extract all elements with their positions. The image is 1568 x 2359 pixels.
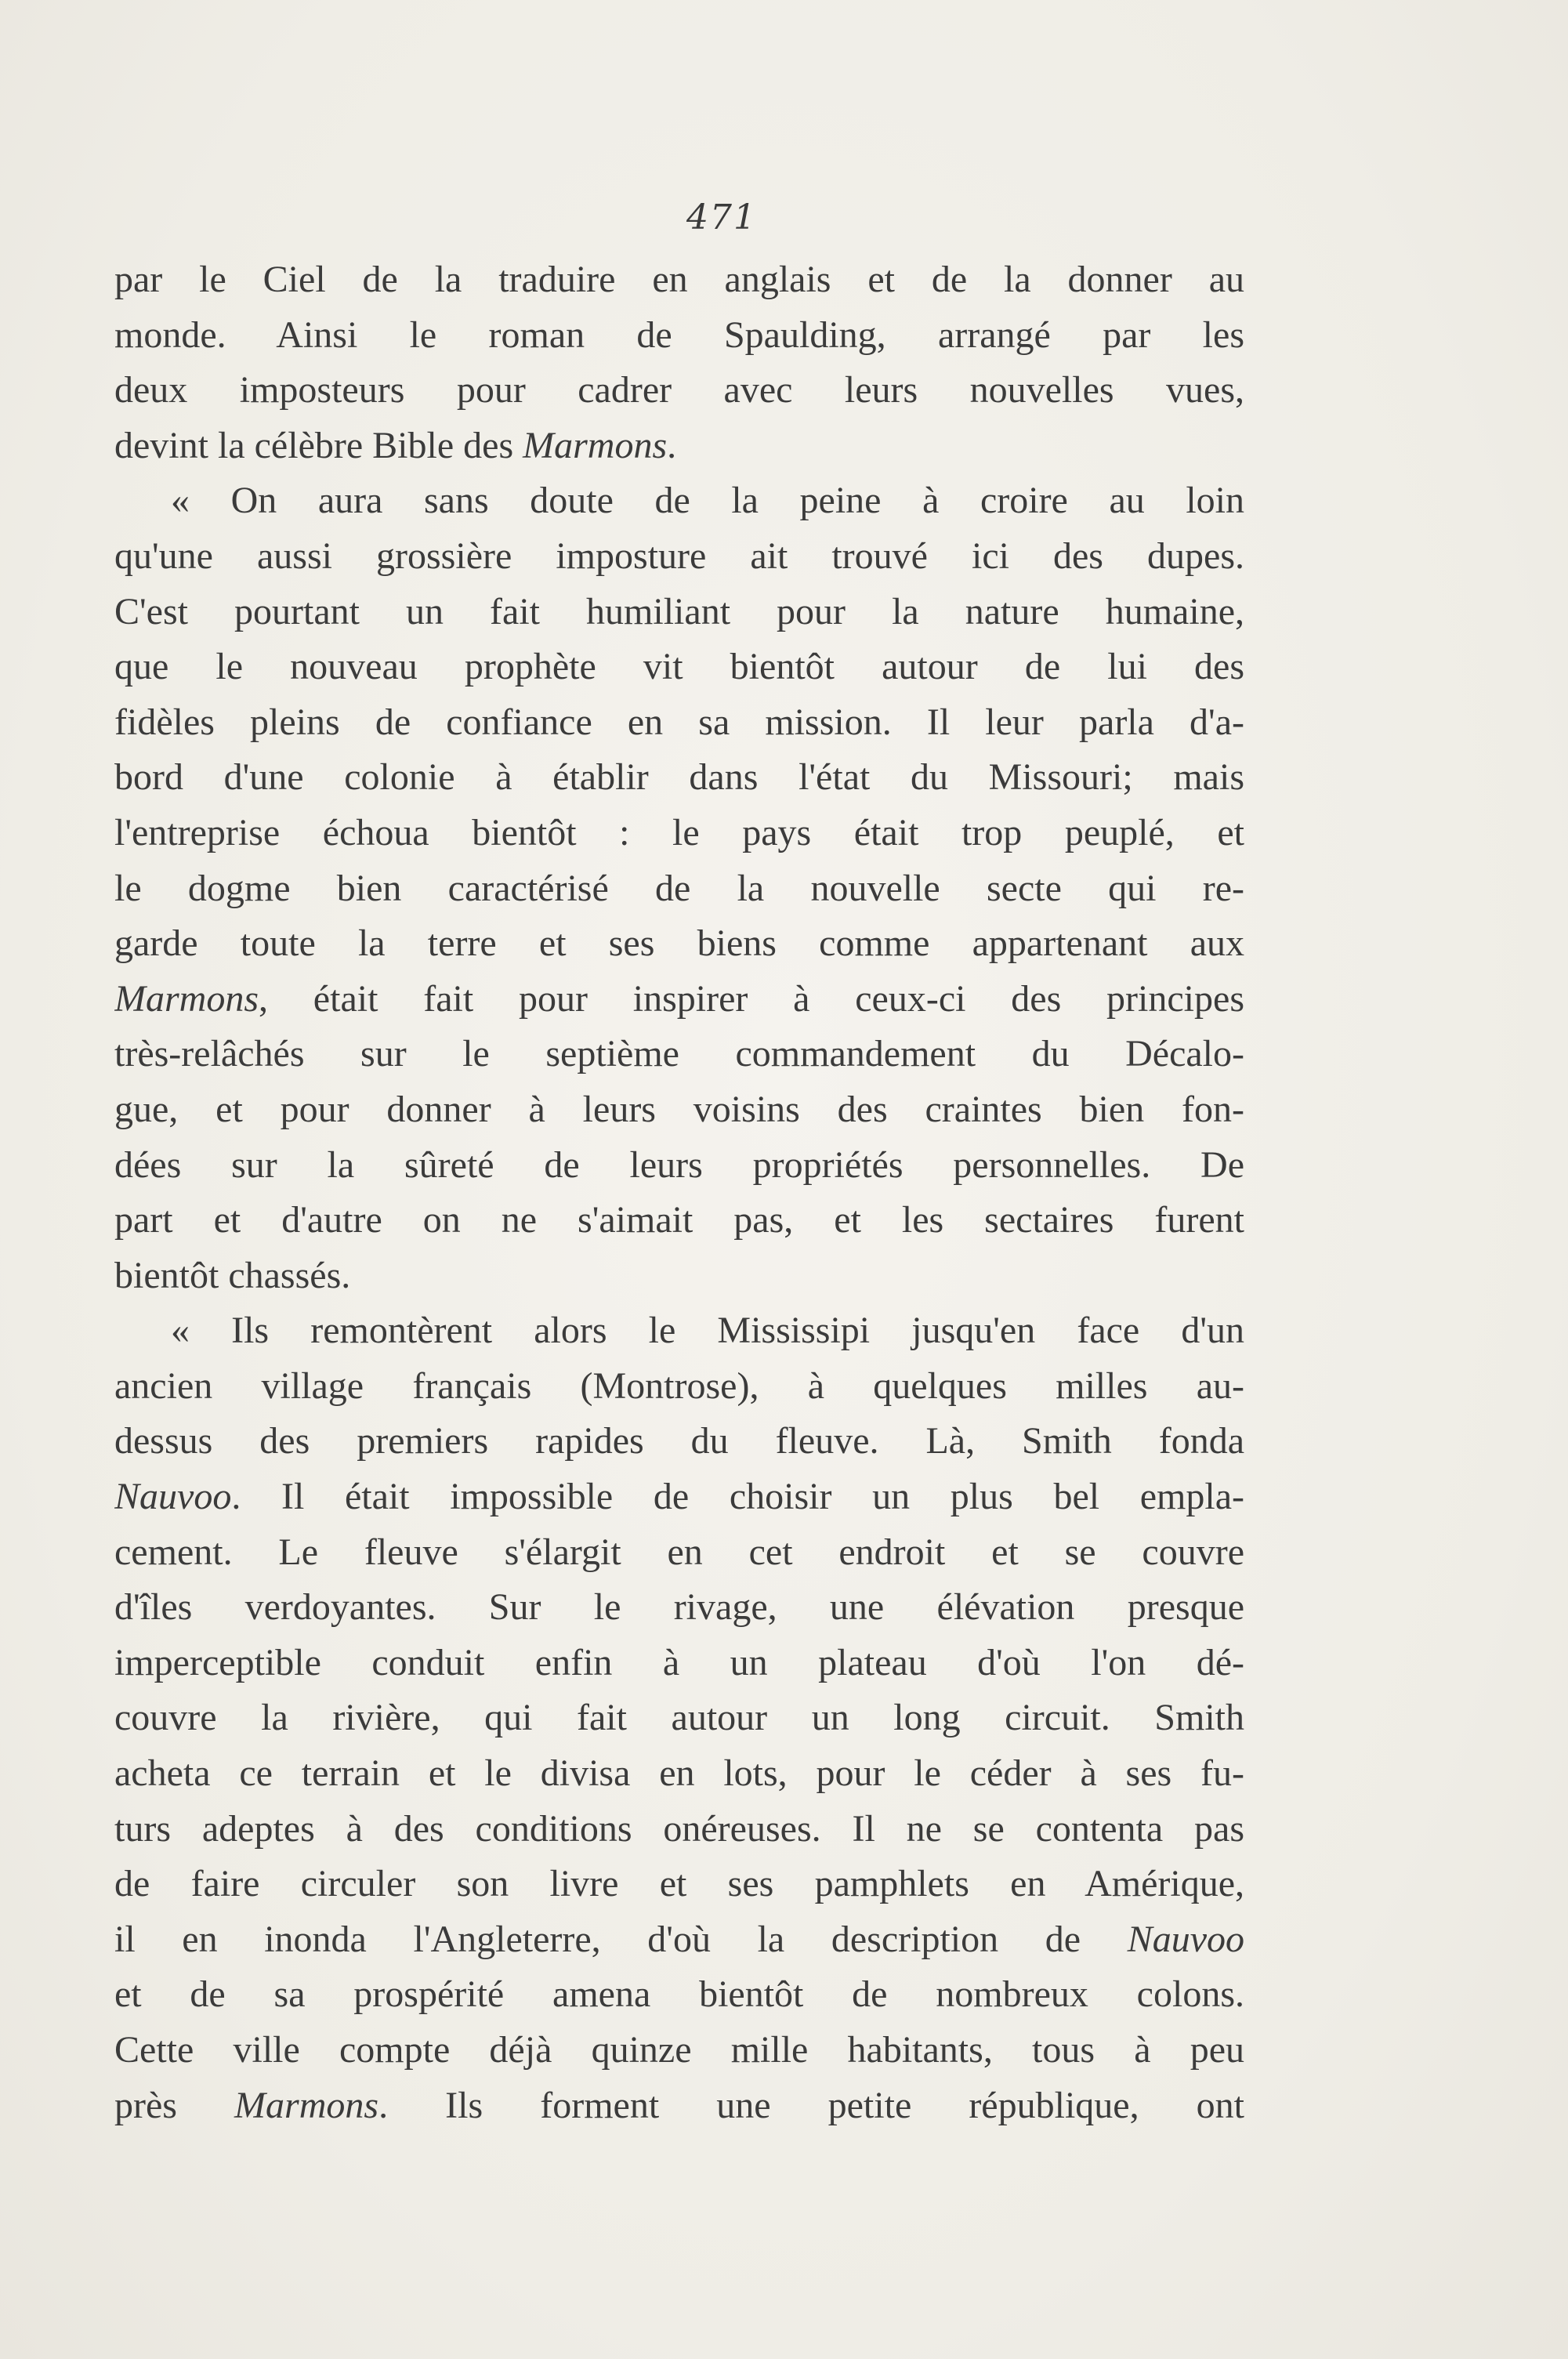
- text-line: l'entreprise échoua bientôt : le pays était trop peuplé, et: [114, 811, 1244, 853]
- text-line: deux imposteurs pour cadrer avec leurs nouvelles vues,: [114, 369, 1244, 411]
- text-line: qu'une aussi grossière imposture ait trouvé ici des dupes.: [114, 534, 1244, 577]
- text-line: turs adeptes à des conditions onéreuses. Il ne se contenta pas: [114, 1807, 1244, 1850]
- text-line: C'est pourtant un fait humiliant pour la nature humaine,: [114, 590, 1244, 632]
- text-line: cement. Le fleuve s'élargit en cet endroit et se couvre: [114, 1531, 1244, 1573]
- text-line: couvre la rivière, qui fait autour un long circuit. Smith: [114, 1697, 1244, 1739]
- text-line: devint la célèbre Bible des Marmons.: [114, 424, 677, 466]
- page-number: 471: [686, 197, 757, 237]
- text-line: imperceptible conduit enfin à un plateau d'où l'on dé-: [114, 1641, 1244, 1683]
- text-line: près Marmons. Ils forment une petite république, ont: [114, 2084, 1244, 2126]
- text-line: bord d'une colonie à établir dans l'état du Missouri; mais: [114, 756, 1244, 799]
- text-line: « Ils remontèrent alors le Mississipi jusqu'en face d'un: [171, 1310, 1244, 1352]
- text-line: Cette ville compte déjà quinze mille habitants, tous à peu: [114, 2029, 1244, 2071]
- text-line: gue, et pour donner à leurs voisins des craintes bien fon-: [114, 1088, 1244, 1130]
- text-line: Marmons, était fait pour inspirer à ceux-ci des principes: [114, 977, 1244, 1020]
- text-line: fidèles pleins de confiance en sa mission. Il leur parla d'a-: [114, 701, 1244, 743]
- text-line: par le Ciel de la traduire en anglais et de la donner au: [114, 259, 1244, 300]
- text-line: que le nouveau prophète vit bientôt autour de lui des: [114, 646, 1244, 688]
- text-line: bientôt chassés.: [114, 1254, 351, 1296]
- text-line: très-relâchés sur le septième commandement du Décalo-: [114, 1033, 1244, 1075]
- text-line: il en inonda l'Angleterre, d'où la description de Nauvoo: [114, 1918, 1244, 1960]
- body-text: [114, 252, 1244, 2133]
- text-line: le dogme bien caractérisé de la nouvelle secte qui re-: [114, 867, 1244, 909]
- text-line: part et d'autre on ne s'aimait pas, et les sectaires furent: [114, 1199, 1244, 1241]
- text-line: dessus des premiers rapides du fleuve. Là, Smith fonda: [114, 1420, 1244, 1462]
- text-line: garde toute la terre et ses biens comme appartenant aux: [114, 922, 1244, 965]
- text-line: et de sa prospérité amena bientôt de nombreux colons.: [114, 1973, 1244, 2016]
- text-line: monde. Ainsi le roman de Spaulding, arrangé par les: [114, 313, 1244, 356]
- text-line: « On aura sans doute de la peine à croire au loin: [171, 480, 1244, 522]
- text-line: acheta ce terrain et le divisa en lots, pour le céder à ses fu-: [114, 1752, 1244, 1795]
- text-line: de faire circuler son livre et ses pamphlets en Amérique,: [114, 1863, 1244, 1905]
- text-line: Nauvoo. Il était impossible de choisir un plus bel empla-: [114, 1476, 1244, 1518]
- text-line: d'îles verdoyantes. Sur le rivage, une élévation presque: [114, 1586, 1244, 1629]
- text-line: dées sur la sûreté de leurs propriétés personnelles. De: [114, 1143, 1244, 1186]
- text-line: ancien village français (Montrose), à quelques milles au-: [114, 1364, 1244, 1407]
